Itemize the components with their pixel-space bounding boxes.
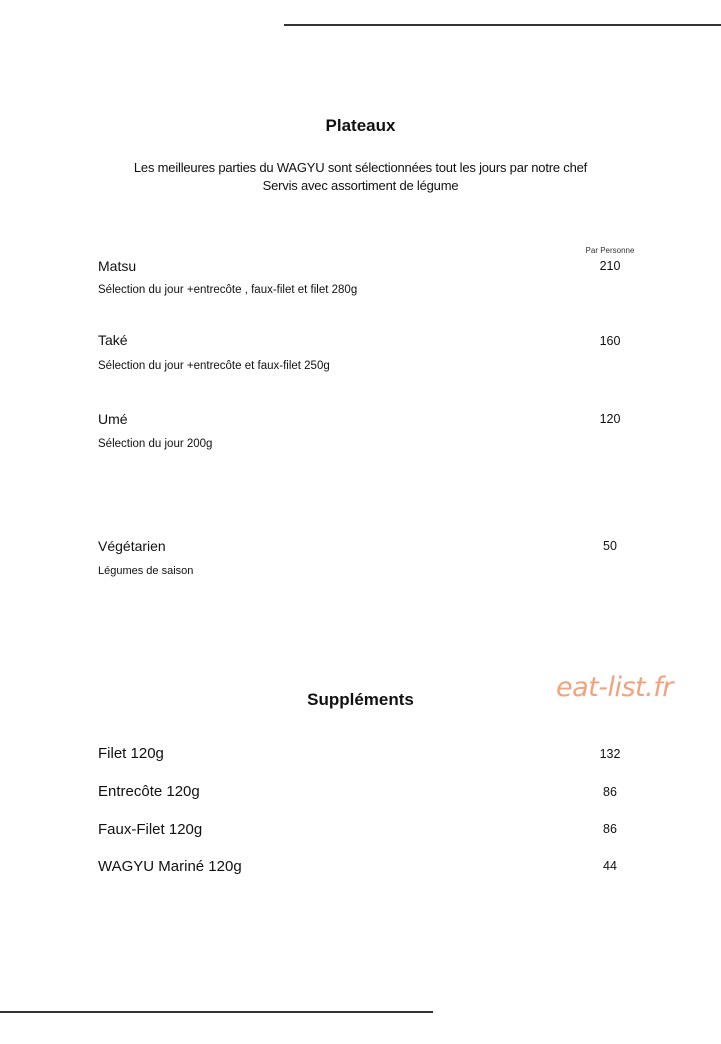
plateau-price-vegetarien: 50 xyxy=(603,539,617,553)
price-column-header: Par Personne xyxy=(585,246,635,255)
plateau-name-take: Také xyxy=(98,332,128,348)
supplement-price: 86 xyxy=(603,822,617,836)
supplement-name: WAGYU Mariné 120g xyxy=(98,858,242,875)
plateau-desc-take: Sélection du jour +entrecôte et faux-filet 250g xyxy=(98,360,330,372)
supplements-title: Suppléments xyxy=(307,690,414,709)
plateau-name-ume: Umé xyxy=(98,411,128,427)
watermark-text: eat-list.fr xyxy=(556,672,673,703)
plateau-price-ume: 120 xyxy=(599,412,621,426)
supplement-name: Filet 120g xyxy=(98,745,164,762)
supplement-price: 44 xyxy=(603,859,617,873)
supplement-price: 86 xyxy=(603,785,617,799)
plateau-desc-vegetarien: Légumes de saison xyxy=(98,565,194,577)
plateau-desc-matsu: Sélection du jour +entrecôte , faux-filet et filet 280g xyxy=(98,284,358,296)
supplement-name: Faux-Filet 120g xyxy=(98,821,203,838)
plateau-desc-ume: Sélection du jour 200g xyxy=(98,438,213,450)
plateaux-title: Plateaux xyxy=(325,116,396,135)
plateaux-intro-line1: Les meilleures parties du WAGYU sont sélectionnées tout les jours par notre chef xyxy=(133,160,588,175)
supplement-price: 132 xyxy=(599,747,621,761)
plateau-name-vegetarien: Végétarien xyxy=(98,538,166,554)
top-divider xyxy=(284,24,721,26)
plateau-price-matsu: 210 xyxy=(599,259,621,273)
plateau-price-take: 160 xyxy=(599,334,621,348)
supplement-name: Entrecôte 120g xyxy=(98,783,200,800)
bottom-divider xyxy=(0,1011,433,1013)
plateaux-intro-line2: Servis avec assortiment de légume xyxy=(262,178,459,193)
plateau-name-matsu: Matsu xyxy=(98,258,137,274)
